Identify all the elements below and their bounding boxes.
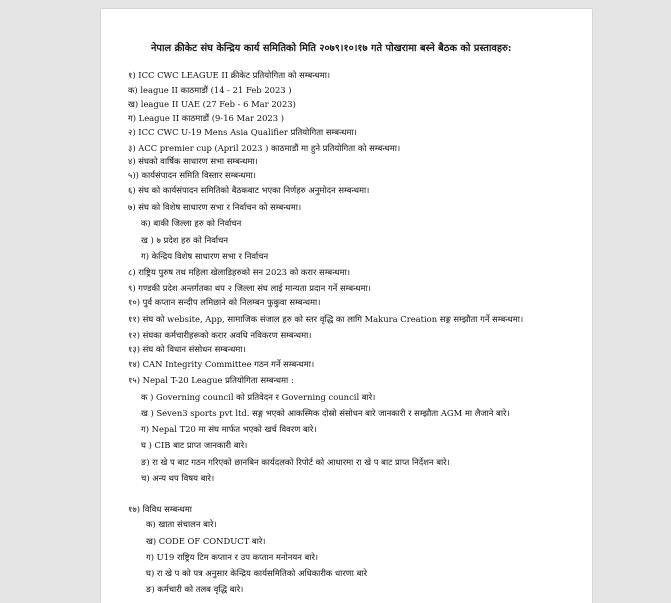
document-page	[101, 9, 592, 603]
list-item: १७) विविध सम्बन्धमा	[128, 504, 192, 514]
list-item: च) अन्य थप विषय बारे।	[141, 473, 215, 483]
list-item: क) league II काठमाडौं (14 - 21 Feb 2023 )	[128, 85, 292, 95]
list-item: १५) Nepal T-20 League प्रतियोगिता सम्बन्धमा :	[128, 375, 294, 385]
list-item: ११) संघ को website, App, सामाजिक संजाल हरु को स्तर वृद्धि का लागि Makura Creation सङ्ग सम्झौता गर्ने सम्बन्धमा।	[128, 314, 524, 324]
list-item: ख) CODE OF CONDUCT बारे।	[146, 536, 266, 546]
list-item: ख ) Seven3 sports pvt ltd. सङ्ग भएको आकस्मिक दोस्रो संसोधन बारे जानकारी र सम्झौता AGM मा लैजाने बारे।	[141, 408, 510, 418]
list-item: १) ICC CWC LEAGUE II क्रीकेट प्रतियोगिता को सम्बन्धमा।	[128, 70, 331, 80]
list-item: ६) संघ को कार्यसंपादन समितिको बैठकबाट भएका निर्णहरु अनुमोदन सम्बन्धमा।	[128, 185, 370, 195]
list-item: क) खाता संचालन बारे।	[146, 519, 217, 529]
list-item: घ ) CIB बाट प्राप्त जानकारी बारे।	[141, 440, 248, 450]
list-item: ४) संघको वार्षिक साधारण सभा सम्बन्धमा।	[128, 156, 258, 166]
list-item: ङ) कर्मचारी को तलब वृद्धि बारे।	[146, 584, 244, 594]
list-item: क ) Governing council को प्रतिवेदन र Governing council बारे।	[141, 392, 376, 402]
list-item: ७) संघ को विशेष साधारण सभा र निर्वाचन को सम्बन्धमा।	[128, 202, 302, 212]
list-item: ग) U19 राष्ट्रिय टिम कप्तान र उप कप्तान मनोनयन बारे।	[146, 552, 319, 562]
list-item: ग) Nepal T20 मा संघ मार्फत भएको खर्च विवरण बारे।	[141, 424, 317, 434]
list-item: क) बाकी जिल्ला हरु को निर्वाचन	[141, 218, 242, 228]
list-item: १०) पुर्व कप्तान सन्दीप लमिछाने को निलम्बन फुकुवा सम्बन्धमा।	[128, 297, 321, 307]
list-item: ९) गण्डकी प्रदेश अन्तर्गतका थप २ जिल्ला संघ लाई मान्यता प्रदान गर्ने सम्बन्धमा।	[128, 283, 371, 293]
list-item: ५)) कार्यसंपादन समिति विस्तार सम्बन्धमा।	[128, 170, 256, 180]
list-item: ख) league II UAE (27 Feb - 6 Mar 2023)	[128, 99, 296, 109]
page-title: नेपाल क्रीकेट संघ केन्द्रिय कार्य समितिको मिति २०७९।१०।१७ गते पोखरामा बस्ने बैठक को प्रस्तावहरु:	[151, 43, 512, 54]
list-item: ग) League II काठमाडौं (9-16 Mar 2023 )	[128, 113, 284, 123]
list-item: ङ) रा खे प बाट गठन गरिएको छानबिन कार्यदलको रिपोर्ट को आधारमा रा खे प बाट प्राप्त निर्देशन बारे।	[141, 457, 450, 467]
list-item: १४) CAN Integrity Committee गठन गर्ने सम्बन्धमा।	[128, 359, 315, 369]
list-item: १२) संघका कर्मचारीहरूको करार अवधि नविकरण सम्बन्धमा।	[128, 330, 312, 340]
list-item: घ) रा खे प को पत्र अनुसार केन्द्रिय कार्यसमितिको अधिकारीक धारणा बारे	[146, 568, 368, 578]
list-item: ३) ACC premier cup (April 2023 ) काठमाडौं मा हुने प्रतियोगिता को सम्बन्धमा।	[128, 143, 401, 153]
list-item: १३) संघ को विधान संसोधन सम्बन्धमा।	[128, 344, 246, 354]
list-item: ख ) ७ प्रदेश हरु को निर्वाचन	[141, 235, 229, 245]
list-item: ग) केन्द्रिय विशेष साधारण सभा र निर्वाचन	[141, 251, 269, 261]
list-item: २) ICC CWC U-19 Mens Asia Qualifier प्रतियोगिता सम्बन्धमा।	[128, 127, 357, 137]
list-item: ८) राष्ट्रिय पुरुष तथ महिला खेलाडिहरुको सन 2023 को करार सम्बन्धमा।	[128, 267, 351, 277]
